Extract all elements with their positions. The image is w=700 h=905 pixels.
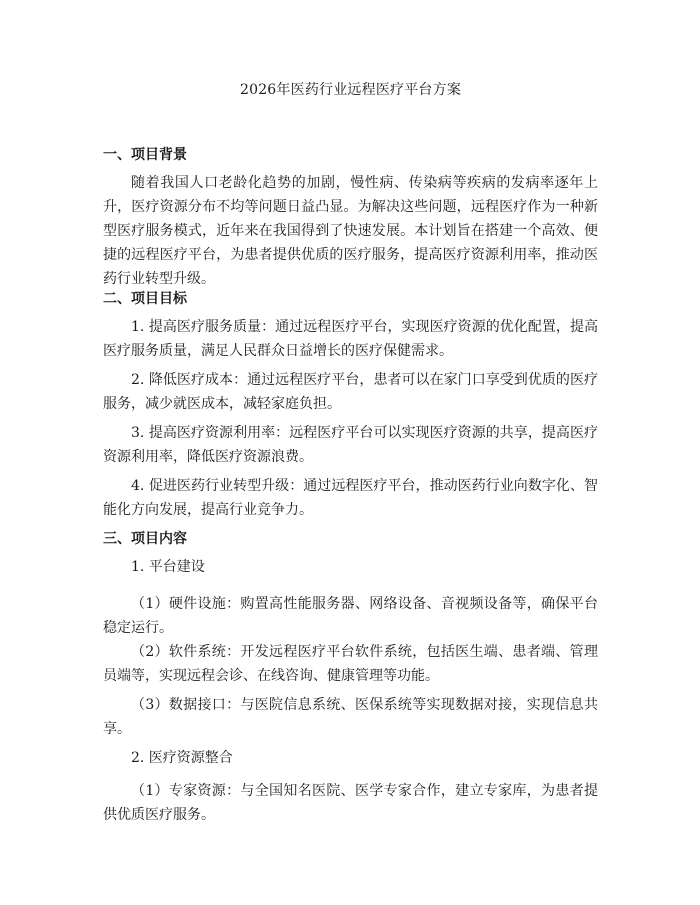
- goal-item-1: 1. 提高医疗服务质量：通过远程医疗平台，实现医疗资源的优化配置，提高医疗服务质量，满足人民群众日益增长的医疗保健需求。: [103, 319, 598, 359]
- content-item-hardware: （1）硬件设施：购置高性能服务器、网络设备、音视频设备等，确保平台稳定运行。: [103, 596, 598, 636]
- section-heading-content: 三、项目内容: [103, 531, 187, 547]
- content-item-experts: （1）专家资源：与全国知名医院、医学专家合作，建立专家库，为患者提供优质医疗服务。: [103, 783, 598, 823]
- section-heading-goals: 二、项目目标: [103, 291, 187, 307]
- content-item-software: （2）软件系统：开发远程医疗平台软件系统，包括医生端、患者端、管理员端等，实现远程会诊、在线咨询、健康管理等功能。: [103, 644, 598, 684]
- content-item-data-interface: （3）数据接口：与医院信息系统、医保系统等实现数据对接，实现信息共享。: [103, 697, 598, 737]
- document-title: 2026年医药行业远程医疗平台方案: [239, 82, 462, 98]
- section-heading-background: 一、项目背景: [103, 147, 187, 163]
- content-subheading-resources: 2. 医疗资源整合: [131, 750, 233, 766]
- content-subheading-platform: 1. 平台建设: [131, 559, 205, 575]
- background-paragraph: 随着我国人口老龄化趋势的加剧，慢性病、传染病等疾病的发病率逐年上升，医疗资源分布不均等问题日益凸显。为解决这些问题，远程医疗作为一种新型医疗服务模式，近年来在我国得到了快速发展。本计划旨在搭建一个高效、便捷的远程医疗平台，为患者提供优质的医疗服务，提高医疗资源利用率，推动医药行业转型升级。: [103, 175, 598, 287]
- goal-item-4: 4. 促进医药行业转型升级：通过远程医疗平台，推动医药行业向数字化、智能化方向发展，提高行业竞争力。: [103, 478, 598, 518]
- goal-item-3: 3. 提高医疗资源利用率：远程医疗平台可以实现医疗资源的共享，提高医疗资源利用率，降低医疗资源浪费。: [103, 425, 598, 465]
- goal-item-2: 2. 降低医疗成本：通过远程医疗平台，患者可以在家门口享受到优质的医疗服务，减少就医成本，减轻家庭负担。: [103, 372, 598, 412]
